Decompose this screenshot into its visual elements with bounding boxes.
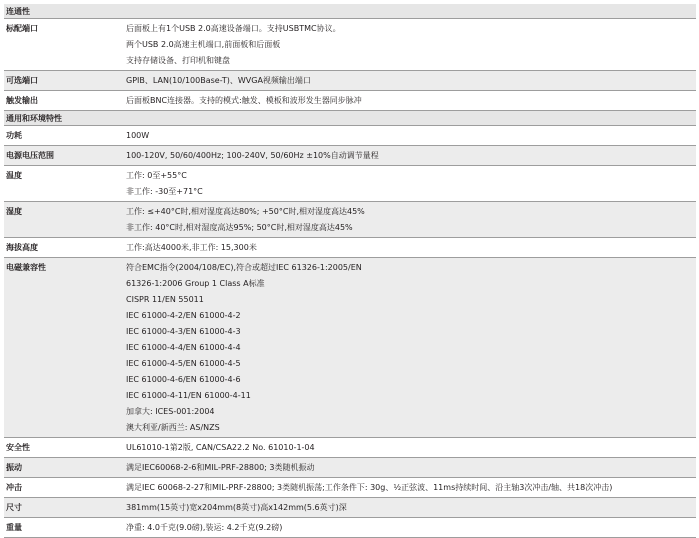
- spec-row: [4, 19, 696, 71]
- spec-values: [126, 440, 696, 456]
- spec-value-line: 非工作: -30至+71°C: [126, 187, 203, 196]
- spec-label: 可选端口: [6, 76, 38, 85]
- spec-label: 重量: [6, 523, 22, 532]
- spec-label: 功耗: [6, 131, 22, 140]
- spec-value-line: 100-120V, 50/60/400Hz; 100-240V, 50/60Hz ±10%自动调节量程: [126, 151, 379, 160]
- section-header: 连通性: [4, 4, 696, 19]
- spec-value-line: IEC 61000-4-3/EN 61000-4-3: [126, 327, 241, 336]
- spec-label: 标配端口: [6, 24, 38, 33]
- spec-value-line: 澳大利亚/新西兰: AS/NZS: [126, 423, 220, 432]
- spec-value-line: GPIB、LAN(10/100Base-T)、WVGA视频输出端口: [126, 76, 311, 85]
- spec-values: [126, 128, 696, 144]
- spec-values: [126, 260, 696, 436]
- spec-label: 振动: [6, 463, 22, 472]
- spec-value-line: IEC 61000-4-5/EN 61000-4-5: [126, 359, 241, 368]
- spec-value-line: UL61010-1第2版, CAN/CSA22.2 No. 61010-1-04: [126, 443, 315, 452]
- spec-values: [126, 520, 696, 536]
- spec-row: [4, 202, 696, 238]
- spec-values: [126, 168, 696, 200]
- spec-value-line: CISPR 11/EN 55011: [126, 295, 204, 304]
- spec-values: [126, 500, 696, 516]
- spec-label: 温度: [6, 171, 22, 180]
- spec-values: [126, 21, 696, 69]
- spec-row: [4, 238, 696, 258]
- section-header: 通用和环境特性: [4, 111, 696, 126]
- spec-row: [4, 458, 696, 478]
- spec-table: [4, 4, 696, 538]
- spec-label: 冲击: [6, 483, 22, 492]
- spec-label: 湿度: [6, 207, 22, 216]
- spec-label: 触发输出: [6, 96, 38, 105]
- spec-row: [4, 478, 696, 498]
- spec-row: [4, 146, 696, 166]
- spec-row: [4, 438, 696, 458]
- spec-label: 海拔高度: [6, 243, 38, 252]
- spec-row: [4, 166, 696, 202]
- spec-row: [4, 518, 696, 538]
- spec-value-line: 满足IEC 60068-2-27和MIL-PRF-28800; 3类随机振荡;工作条件下: 30g、½正弦波、11ms持续时间、沿主轴3次冲击/轴、共18次冲击): [126, 483, 613, 492]
- spec-value-line: IEC 61000-4-11/EN 61000-4-11: [126, 391, 251, 400]
- spec-values: [126, 480, 696, 496]
- spec-value-line: 净重: 4.0千克(9.0磅),装运: 4.2千克(9.2磅): [126, 523, 283, 532]
- spec-value-line: 381mm(15英寸)宽x204mm(8英寸)高x142mm(5.6英寸)深: [126, 503, 347, 512]
- spec-row: [4, 71, 696, 91]
- spec-label: 尺寸: [6, 503, 22, 512]
- spec-row: [4, 91, 696, 111]
- spec-value-line: 工作: ≤+40°C时,相对湿度高达80%; +50°C时,相对湿度高达45%: [126, 207, 365, 216]
- spec-value-line: 满足IEC60068-2-6和MIL-PRF-28800; 3类随机振动: [126, 463, 315, 472]
- spec-row: [4, 126, 696, 146]
- spec-label: 安全性: [6, 443, 30, 452]
- spec-value-line: 后面板BNC连接器。支持的模式:触发、模板和波形发生器同步脉冲: [126, 96, 362, 105]
- spec-label: 电磁兼容性: [6, 263, 46, 272]
- spec-values: [126, 240, 696, 256]
- spec-value-line: IEC 61000-4-6/EN 61000-4-6: [126, 375, 241, 384]
- spec-value-line: 工作: 0至+55°C: [126, 171, 187, 180]
- spec-values: [126, 204, 696, 236]
- spec-value-line: 支持存储设备、打印机和键盘: [126, 56, 230, 65]
- spec-row: [4, 498, 696, 518]
- spec-values: [126, 460, 696, 476]
- spec-value-line: 非工作: 40°C时,相对湿度高达95%; 50°C时,相对湿度高达45%: [126, 223, 353, 232]
- spec-values: [126, 93, 696, 109]
- spec-value-line: 符合EMC指令(2004/108/EC),符合或超过IEC 61326-1:2005/EN: [126, 263, 362, 272]
- spec-value-line: IEC 61000-4-4/EN 61000-4-4: [126, 343, 241, 352]
- spec-value-line: 加拿大: ICES-001:2004: [126, 407, 215, 416]
- spec-value-line: IEC 61000-4-2/EN 61000-4-2: [126, 311, 241, 320]
- spec-value-line: 61326-1:2006 Group 1 Class A标准: [126, 279, 265, 288]
- spec-values: [126, 73, 696, 89]
- spec-values: [126, 148, 696, 164]
- spec-value-line: 两个USB 2.0高速主机端口,前面板和后面板: [126, 40, 281, 49]
- spec-label: 电源电压范围: [6, 151, 54, 160]
- spec-value-line: 工作:高达4000米,非工作: 15,300米: [126, 243, 257, 252]
- spec-row: [4, 258, 696, 438]
- spec-value-line: 后面板上有1个USB 2.0高速设备端口。支持USBTMC协议。: [126, 24, 341, 33]
- spec-value-line: 100W: [126, 131, 150, 140]
